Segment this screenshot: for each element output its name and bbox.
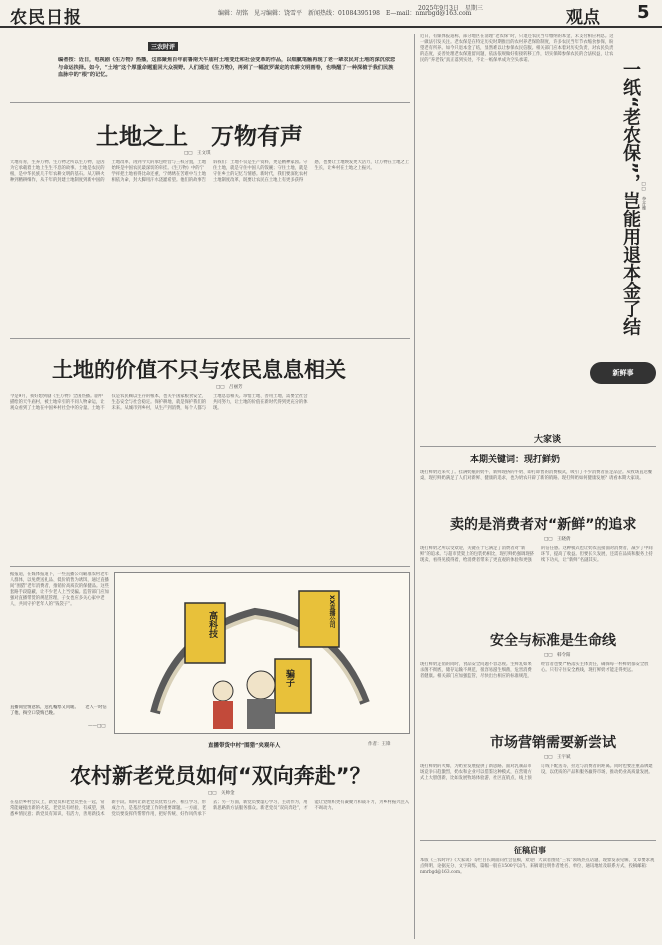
forum-b-title: 安全与标准是生命线 — [490, 633, 616, 649]
forum-b-body: 现打鲜奶走俏的同时，食品安全问题不容忽视。生鲜乳如果杀菌不彻底，储存运输不规范，很容易滋生细菌，危害消费者健康。相关部门应加强监管，尽快出台相应的标准规范，经营者也要严格落实主体责任，确保每一杯鲜奶都安全放心。只有守住安全底线，现打鲜奶才能走得更远。 — [420, 662, 649, 679]
section-title: 观点 — [566, 8, 600, 28]
cartoon-poem-author: ——□□ — [88, 724, 106, 729]
article1-title: 土地之上 万物有声 — [96, 124, 303, 150]
article4-body: 近日，有媒体报道称，部分地区在清理“老农保”时，只退还农民当年缴纳的本金，未支付相应利息。这一做法引发关注。老农保是在特定历史时期推出的农村养老保险制度，许多农民当年节衣缩食参保，盼望老有所养。如今只退本金了结，显然难以让参保农民信服。相关部门应本着对历史负责、对农民负责的态度，妥善处理老农保遗留问题，依法依规做好衔接转移工作，切实保障参保农民的合法权益，让农民的“养老钱”真正落到实处，不让一纸保单成为空头承诺。 — [420, 34, 614, 63]
masthead: 农民日报 — [10, 8, 82, 28]
article3-author: □□ 关帅金 — [208, 791, 235, 796]
forum-a-body: 现打鲜奶之所以受欢迎，关键在于它满足了消费者对“新鲜”的追求。与超市货架上的包装奶相比，现打鲜奶强调现挤现卖、看得见摸得着，给消费者带来了更直观的体验和更强的信任感。这种模式也让奶农直接面对消费者，减少了中间环节，提高了收益。但要长久发展，还需在品质和服务上持续下功夫，让“新鲜”名副其实。 — [420, 546, 653, 563]
cartoon-author: 作者：王锋 — [368, 742, 391, 747]
cartoon-caption: 直播带货中村“围猎”夹观年人 — [208, 743, 281, 749]
divider — [10, 102, 410, 103]
cartoon-illustration — [114, 572, 410, 734]
forum-a-title: 卖的是消费者对“新鲜”的追求 — [450, 517, 637, 533]
cartoon-side-text: 据报道，在媒体报道下，一些直播公司瞄准农村老年人群体，以免费送礼品、低价销售为诱饵，通过直播间“围猎”老年消费者，推销价高质次的保健品。这些套路手段隐蔽，让不少老人上当受骗。监管部门应加强对直播带货的规范管理，子女也应多关心家中老人，共同守护老年人的“钱袋子”。 — [10, 572, 109, 607]
sign-right-text: XX直播公司 — [328, 595, 335, 629]
cartoon-poem: 直播间里情意浓，送礼嘘寒又问暖。 老人一时信了他，掏空口袋悔已晚。 — [10, 705, 107, 716]
forum-c-body: 现打鲜奶的火爆，为奶业发展提供了新思路。面对乳制品市场竞争日趋激烈，奶农和企业可以借鉴这种模式，在营销方式上大胆创新，比如发展牧场体验游、社区直销点、线上预订线下配送等，拉近与消费者的距离。同时也要注重品牌建设，以优质的产品和服务赢得市场，推动奶业高质量发展。 — [420, 764, 653, 781]
forum-c-title: 市场营销需要新尝试 — [490, 735, 616, 751]
notice-title: 征稿启事 — [514, 846, 546, 855]
page-number: 5 — [637, 2, 650, 23]
corner-badge: 新鲜事 — [590, 362, 656, 384]
editor-note: 编者按：近日，电视剧《生万物》热播，这部聚焦百年前鲁南天牛庙村土地变迁和社会变革的作品，以细腻笔触再现了老一辈农民对土地的深沉依恋与命运抉择。如今，“土地”这个厚重命题重回大众视野。人们通过《生万物》，再到了一幅波罗谋定的农耕文明画卷，也唤醒了一种深植于我们民族血脉中的“根”的记忆。 — [58, 57, 396, 79]
sign-left-text: 高科技 — [207, 611, 217, 638]
column-divider — [414, 34, 415, 939]
cartoon-drawing — [115, 573, 409, 733]
article1-author: □□ 王文琪 — [184, 151, 211, 156]
divider — [420, 446, 656, 447]
sign-bottom-text: 骗子 — [284, 669, 294, 687]
article4-title: 一纸“老农保”，岂能用退本金了结 — [620, 60, 641, 336]
forum-intro: 现打鲜奶近来火了。挂满奶瓶的奶牛、新鲜现挤的牛奶、即打即售的消费模式，吸引了不少消费者驻足品尝。从牧场直达餐桌，现打鲜奶满足了人们对新鲜、健康的追求，也为奶农开辟了新的销路。现打鲜奶如何健康发展？请看本期大家谈。 — [420, 470, 653, 481]
page-info: 编辑：胡铭 见习编辑：饶雪平 新闻热线：01084395198 E—mail：nmrbgd@163.com — [218, 10, 472, 17]
article3-title: 农村新老党员如何“双向奔赴”？ — [70, 764, 371, 788]
issue-date: 2025年9月3日 星期三 — [418, 5, 483, 12]
article3-body: 在基层乡村会议上，新党员和老党员坐在一起，常常能碰撞出新的火花。老党员有经验、有威望，熟悉乡情民意；新党员有知识、有活力，善用新技术新手段。如何让新老党员优势互补、相互学习，形成合力，是基层党建工作的重要课题。一方面，老党员要发挥传帮带作用，把好传统、好作风传承下去；另一方面，新党员要虚心学习，主动作为，用新思路新方法服务群众。新老党员“双向奔赴”，才能让党组织更有凝聚力和战斗力，为乡村振兴注入不竭动力。 — [10, 800, 410, 817]
divider — [420, 840, 656, 841]
page-header — [0, 0, 662, 28]
article1-body: 天地有育，生养万物。生万物之所以生万物，是因为它承载着土地上生生不息的故事。土地是农民的根，是中华民族几千年农耕文明的基石。从刀耕火种到精耕细作，从千年的封建土地制度到新中国的土地改革，再到今天的承包经营与三权分置，土地始终是中国农民最深切的牵挂。《生万物》中的宁学祥把土地看得比命还重，宁绣绣在苦难中与土地相依为命，封大脚用汗水浇灌希望。他们的故事告诉我们：土地不仅是生产资料，更是精神家园。守住土地，就是守住中国人的饭碗；守住土地，就是守住乡土的记忆与情感。新时代，我们要深化农村土地制度改革，既要让农民在土地上有更多获得感，也要让土地焕发更大活力，让万物在土地之上生长，让乡村在土地之上振兴。 — [10, 160, 410, 183]
article2-author: □□ 吕丽芳 — [216, 385, 243, 390]
article2-body: 今是9月，我好想到剧《生万物》全国热播。剧中描绘的天牛庙村，被土地牵引的不同人物命运，让观众看到了土地在中国乡村社会中的分量。土地不仅是农民赖以生存的根本，也关乎国家粮食安全、生态安全与社会稳定。保护耕地，就是保护我们的未来。从城市到乡村，从生产到消费，每个人都与土地息息相关。珍惜土地、善用土地，需要全社会共同努力，让土地的价值在新时代得到更充分的体现。 — [10, 394, 308, 411]
divider — [10, 566, 410, 567]
article2-title: 土地的价值不只与农民息息相关 — [52, 358, 346, 382]
forum-issue-title: 本期关键词：现打鲜奶 — [470, 455, 561, 465]
divider — [10, 338, 410, 339]
forum-label: 大家谈 — [534, 435, 562, 445]
forum-b-author: □□ 韩令阳 — [544, 653, 571, 658]
forum-c-author: □□ 王宇斌 — [544, 755, 571, 760]
notice-body: 本版《三农时评》《大家谈》等栏目长期面向社会征稿，欢迎广大读者围绕“三农”领域热点话题、现象发表见解，文章要求观点鲜明、论据充分、文字简练，篇幅一般在1500字以内。来稿请注明作者姓名、单位、通讯地址及联系方式，投稿邮箱：nmrbgd@163.com。 — [420, 858, 655, 875]
column-label: 三农时评 — [148, 42, 178, 51]
forum-a-author: □□ 王晓倩 — [544, 537, 571, 542]
article4-author: □□ 李卉雅 — [641, 182, 646, 210]
